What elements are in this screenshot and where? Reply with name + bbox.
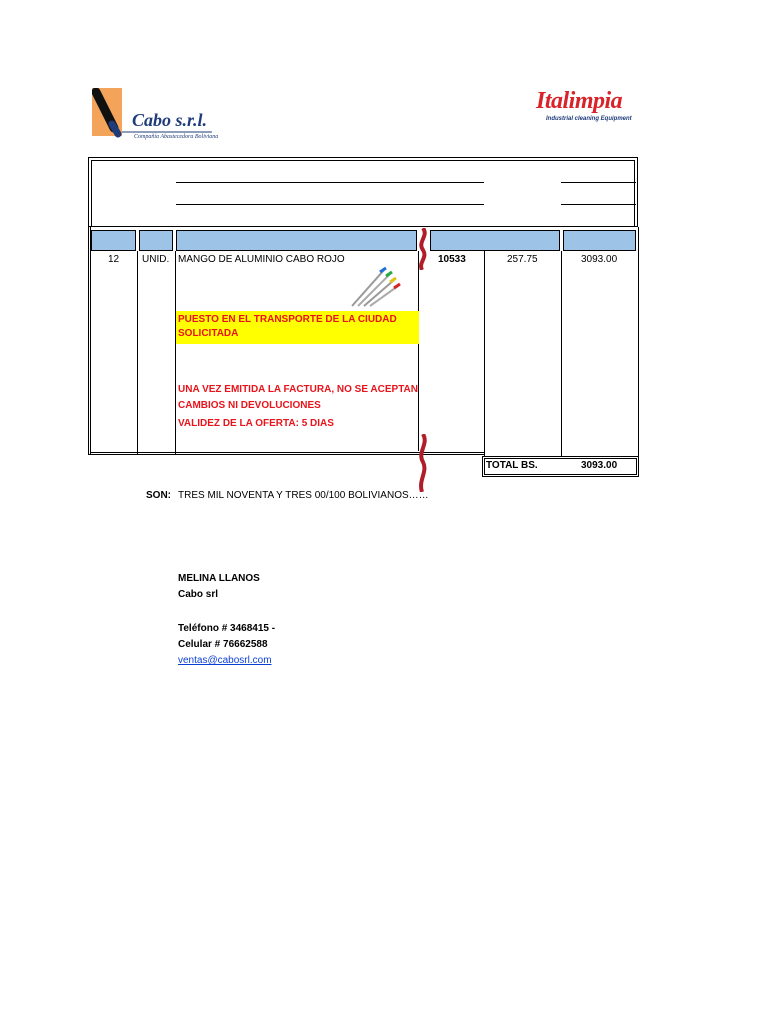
contact-mobile: Celular # 76662588 xyxy=(178,639,268,650)
grid-left-outer xyxy=(88,227,89,454)
validity-note: VALIDEZ DE LA OFERTA: 5 DIAS xyxy=(178,418,334,429)
item-code: 10533 xyxy=(438,254,466,265)
amount-words-label: SON: xyxy=(146,490,171,501)
column-header-quantity xyxy=(91,230,136,251)
italimpia-logo-tagline: Industrial cleaning Equipment xyxy=(546,116,632,122)
contact-email-link[interactable]: ventas@cabosrl.com xyxy=(178,655,272,666)
total-label: TOTAL BS. xyxy=(486,460,538,471)
total-value: 3093.00 xyxy=(581,460,618,471)
grid-col-1 xyxy=(137,251,138,454)
grid-right xyxy=(638,227,639,477)
cabo-logo-tagline: Compañía Abastecedora Boliviana xyxy=(134,134,219,140)
blank-line-3 xyxy=(561,182,636,183)
item-quantity: 12 xyxy=(108,254,120,265)
amount-words-text: TRES MIL NOVENTA Y TRES 00/100 BOLIVIANOS…… xyxy=(178,490,429,501)
red-ribbon-icon xyxy=(414,228,432,270)
invoice-note-line1: UNA VEZ EMITIDA LA FACTURA, NO SE ACEPTAN xyxy=(178,384,418,395)
transport-note-line1: PUESTO EN EL TRANSPORTE DE LA CIUDAD xyxy=(178,314,397,325)
cabo-logo-name: Cabo s.r.l. xyxy=(132,110,208,130)
header-box-inner xyxy=(91,160,635,227)
header-box xyxy=(88,157,638,227)
column-header-code-price xyxy=(430,230,560,251)
column-header-description xyxy=(176,230,417,251)
contact-name: MELINA LLANOS xyxy=(178,573,260,584)
grid-col-5 xyxy=(561,251,562,456)
grid-col-3 xyxy=(418,251,419,451)
blank-line-4 xyxy=(561,204,636,205)
product-handles-image xyxy=(350,266,402,308)
item-description: MANGO DE ALUMINIO CABO ROJO xyxy=(178,254,345,265)
transport-note-line2: SOLICITADA xyxy=(178,328,239,339)
contact-company: Cabo srl xyxy=(178,589,219,600)
blank-line-2 xyxy=(176,204,484,205)
italimpia-logo xyxy=(532,90,640,126)
column-header-unit xyxy=(139,230,173,251)
grid-left-inner xyxy=(90,227,91,454)
red-ribbon-icon xyxy=(414,434,432,492)
grid-col-2 xyxy=(175,251,176,454)
blank-line-1 xyxy=(176,182,484,183)
item-unit: UNID. xyxy=(142,254,170,265)
grid-col-4 xyxy=(484,251,485,456)
contact-phone: Teléfono # 3468415 - xyxy=(178,623,276,634)
column-header-total xyxy=(563,230,636,251)
invoice-note-line2: CAMBIOS NI DEVOLUCIONES xyxy=(178,400,321,411)
italimpia-logo-name: Italimpia xyxy=(536,88,623,114)
cabo-logo xyxy=(92,88,222,144)
item-unit-price: 257.75 xyxy=(507,254,538,265)
item-total: 3093.00 xyxy=(581,254,618,265)
